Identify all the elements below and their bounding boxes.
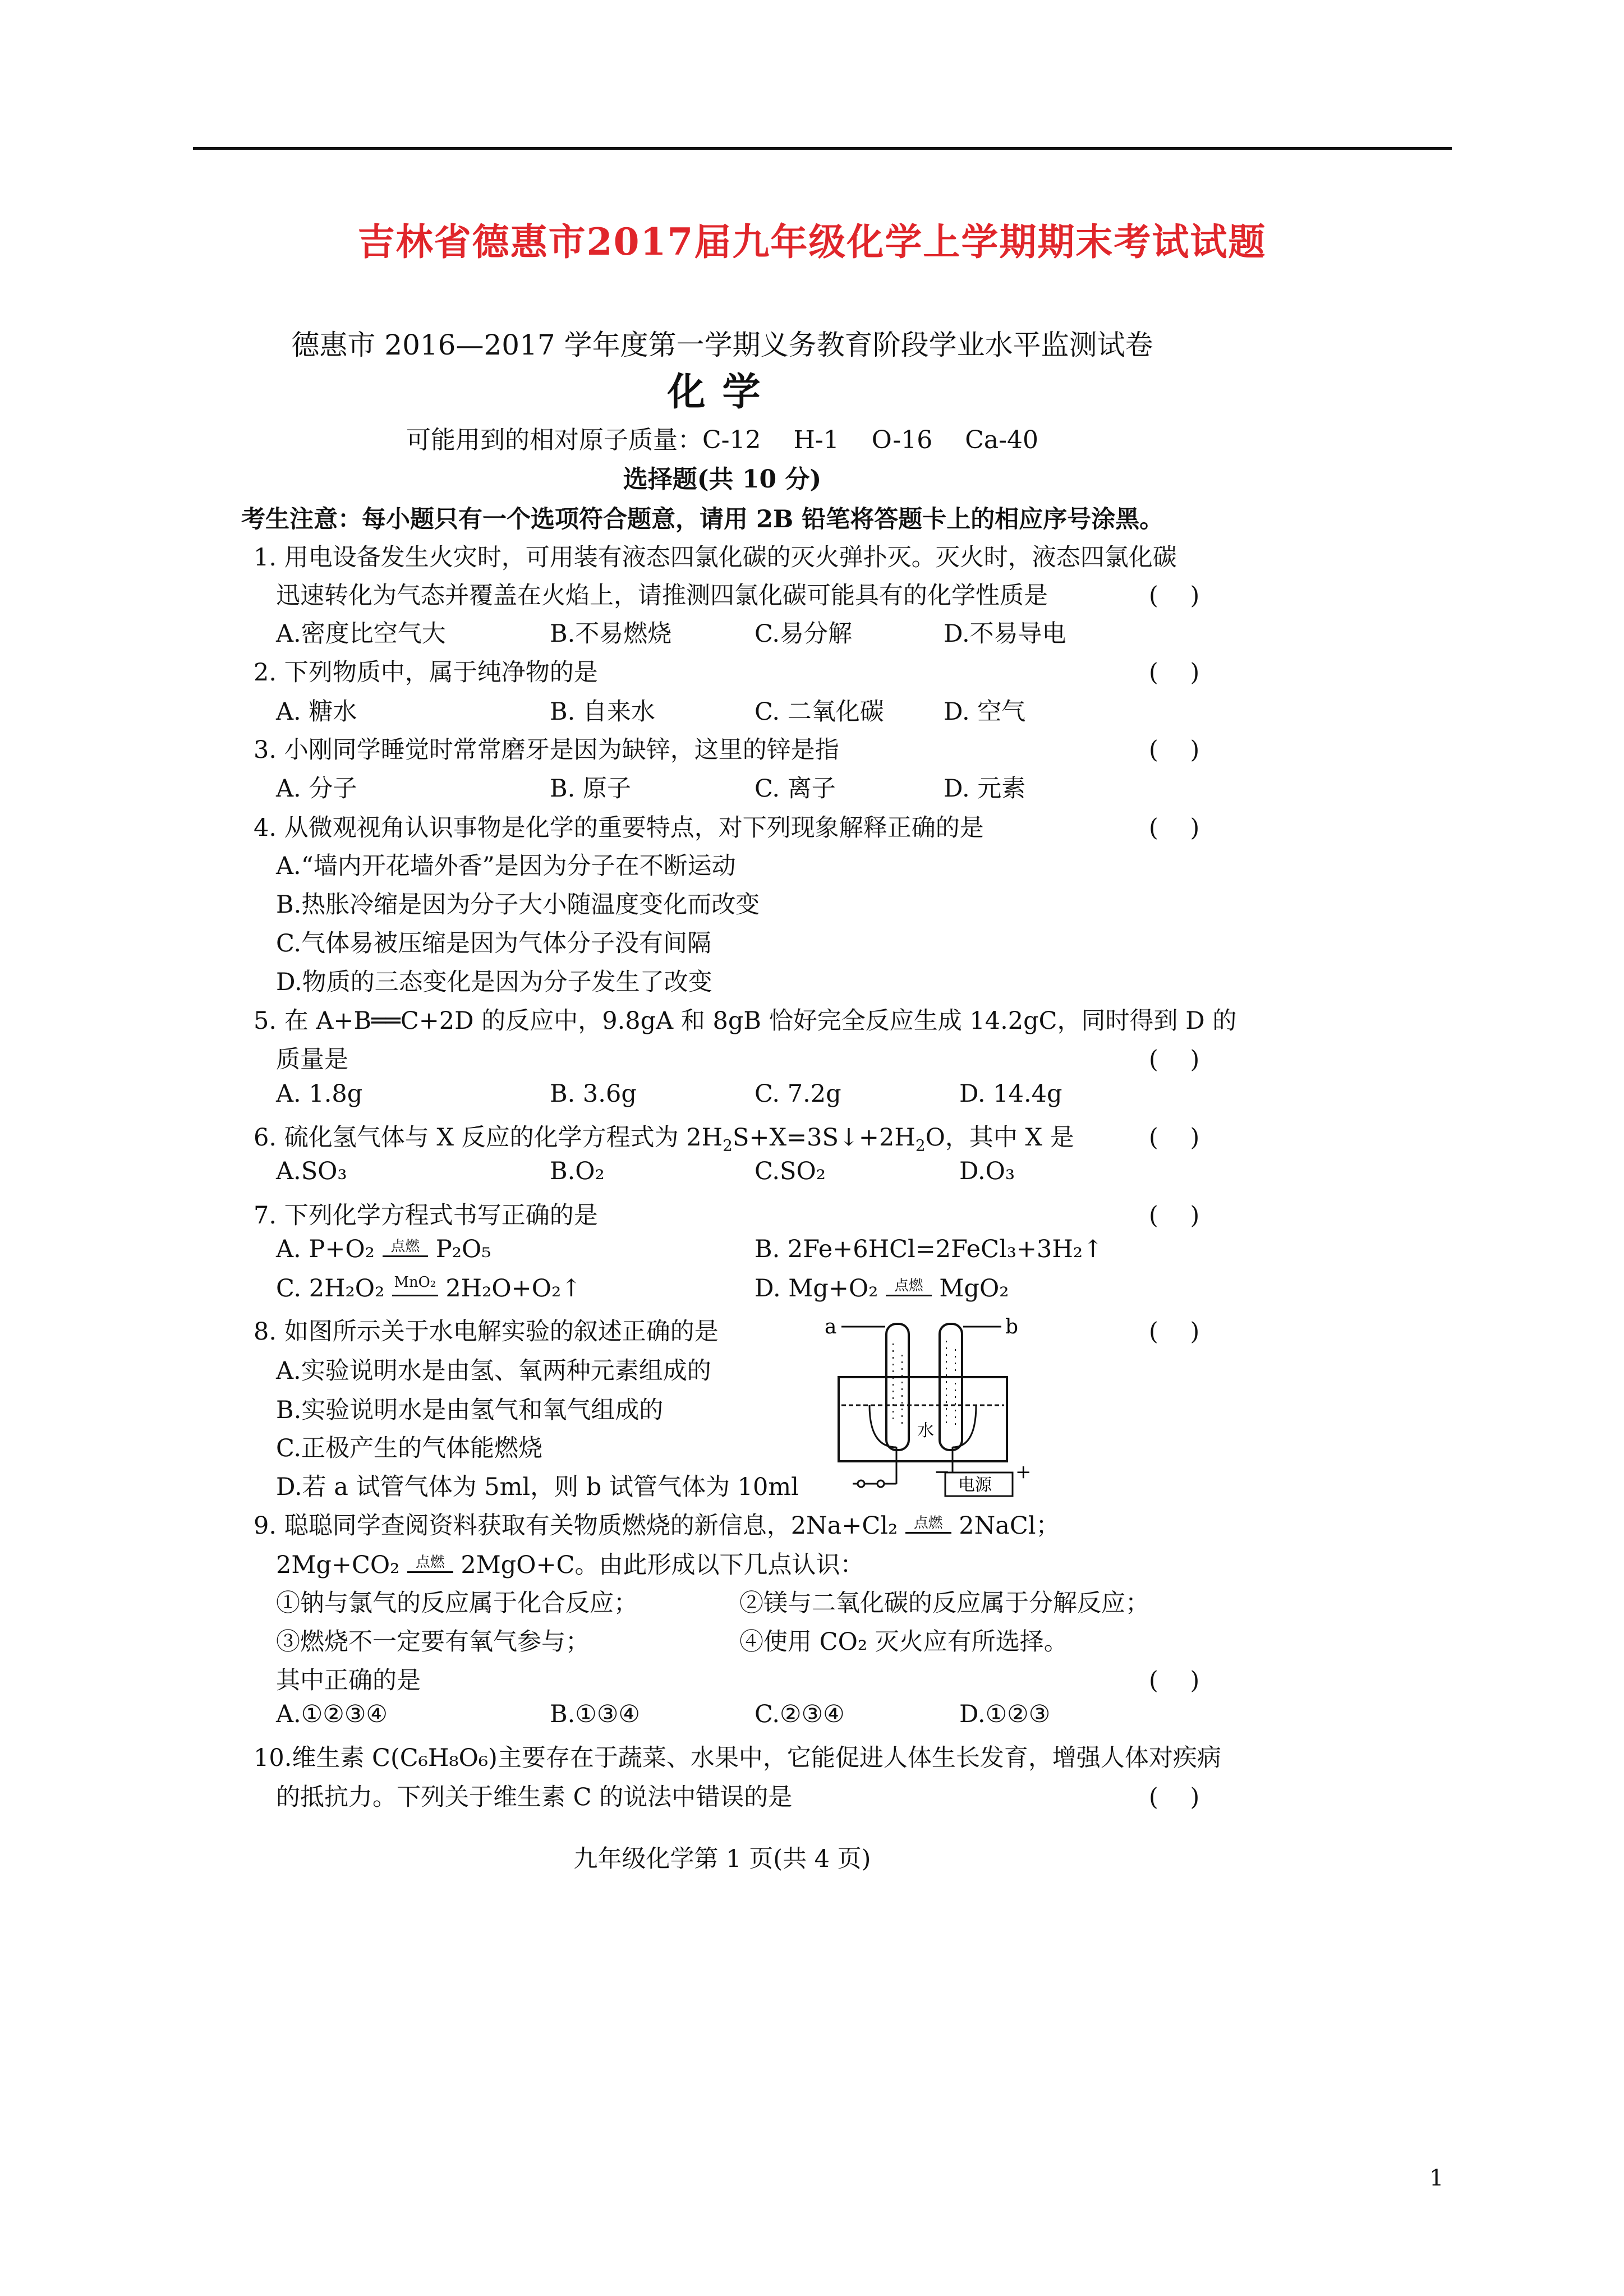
water-bath <box>839 1377 1007 1461</box>
q8-option-d: D.若 a 试管气体为 5ml，则 b 试管气体为 10ml <box>276 1473 799 1501</box>
q7-stem: 7. 下列化学方程式书写正确的是 <box>254 1202 598 1230</box>
q9-ask: 其中正确的是 <box>276 1667 421 1695</box>
q4-answer-bracket: ( ) <box>1149 814 1200 842</box>
q8-stem: 8. 如图所示关于水电解实验的叙述正确的是 <box>254 1318 719 1346</box>
q2-option-d: D. 空气 <box>944 698 1026 726</box>
q1-option-d: D.不易导电 <box>944 620 1066 648</box>
q9-stem-line2: 2Mg+CO₂ 点燃 2MgO+C。由此形成以下几点认识： <box>276 1551 864 1579</box>
q3-option-a: A. 分子 <box>276 775 357 803</box>
q6-option-b: B.O₂ <box>550 1157 605 1185</box>
page-footer: 九年级化学第 1 页(共 4 页) <box>573 1845 871 1873</box>
q2-option-c: C. 二氧化碳 <box>755 698 884 726</box>
q7-answer-bracket: ( ) <box>1149 1202 1200 1230</box>
q1-stem-line2: 迅速转化为气态并覆盖在火焰上，请推测四氯化碳可能具有的化学性质是 <box>276 582 1048 610</box>
label-b: b <box>1005 1315 1019 1338</box>
q6-option-c: C.SO₂ <box>755 1157 826 1185</box>
q8-option-b: B.实验说明水是由氢气和氧气组成的 <box>276 1396 664 1424</box>
condition-catalyst: MnO₂ <box>392 1281 438 1296</box>
q5-stem-line1: 5. 在 A+B══C+2D 的反应中，9.8gA 和 8gB 恰好完全反应生成 14.2gC，同时得到 D 的 <box>254 1007 1237 1035</box>
q9-statement-3: ③燃烧不一定要有氧气参与； <box>276 1628 590 1656</box>
q1-option-b: B.不易燃烧 <box>550 620 672 648</box>
condition-ignite: 点燃 <box>383 1242 429 1257</box>
top-rule <box>193 147 1452 150</box>
q10-stem-line2: 的抵抗力。下列关于维生素 C 的说法中错误的是 <box>276 1783 793 1811</box>
q4-stem: 4. 从微观视角认识事物是化学的重要特点，对下列现象解释正确的是 <box>254 814 984 842</box>
q10-stem-line1: 10.维生素 C(C₆H₈O₆)主要存在于蔬菜、水果中，它能促进人体生长发育，增强人体对疾病 <box>254 1744 1221 1772</box>
q6-answer-bracket: ( ) <box>1149 1124 1200 1152</box>
q8-option-a: A.实验说明水是由氢、氧两种元素组成的 <box>276 1357 711 1385</box>
q4-option-a: A.“墙内开花墙外香”是因为分子在不断运动 <box>276 852 736 880</box>
q3-answer-bracket: ( ) <box>1149 736 1200 764</box>
main-title: 吉林省德惠市2017届九年级化学上学期期末考试试题 <box>357 220 1267 264</box>
q10-answer-bracket: ( ) <box>1149 1783 1200 1811</box>
q4-option-b: B.热胀冷缩是因为分子大小随温度变化而改变 <box>276 891 760 919</box>
q4-option-c: C.气体易被压缩是因为气体分子没有间隔 <box>276 930 712 958</box>
subject-title: 化学 <box>667 370 778 415</box>
q9-statement-4: ④使用 CO₂ 灭火应有所选择。 <box>739 1628 1068 1656</box>
q2-option-b: B. 自来水 <box>550 698 655 726</box>
q9-option-d: D.①②③ <box>959 1700 1051 1728</box>
q1-stem-line1: 1. 用电设备发生火灾时，可用装有液态四氯化碳的灭火弹扑灭。灭火时，液态四氯化碳 <box>254 544 1177 572</box>
q2-answer-bracket: ( ) <box>1149 659 1200 687</box>
section-title: 选择题(共 10 分) <box>623 465 822 494</box>
q1-answer-bracket: ( ) <box>1149 582 1200 610</box>
q3-option-d: D. 元素 <box>944 775 1026 803</box>
q5-option-b: B. 3.6g <box>550 1080 637 1108</box>
q2-option-a: A. 糖水 <box>276 698 357 726</box>
q3-stem: 3. 小刚同学睡觉时常常磨牙是因为缺锌，这里的锌是指 <box>254 736 839 764</box>
condition-ignite: 点燃 <box>407 1558 453 1573</box>
q5-option-c: C. 7.2g <box>755 1080 841 1108</box>
q8-answer-bracket: ( ) <box>1149 1318 1200 1346</box>
test-tube-a <box>886 1324 909 1450</box>
q3-option-c: C. 离子 <box>755 775 836 803</box>
q9-statement-1: ①钠与氯气的反应属于化合反应； <box>276 1589 638 1617</box>
switch-icon <box>858 1480 864 1487</box>
q7-option-c: C. 2H₂O₂ MnO₂ 2H₂O+O₂↑ <box>276 1274 582 1303</box>
q9-option-c: C.②③④ <box>755 1700 845 1728</box>
label-plus: + <box>1015 1461 1032 1483</box>
q5-stem-line2: 质量是 <box>276 1046 348 1074</box>
q5-answer-bracket: ( ) <box>1149 1046 1200 1074</box>
page-number: 1 <box>1429 2165 1444 2191</box>
q9-stem-line1: 9. 聪聪同学查阅资料获取有关物质燃烧的新信息，2Na+Cl₂ 点燃 2NaCl； <box>254 1512 1060 1540</box>
q7-option-b: B. 2Fe+6HCl=2FeCl₃+3H₂↑ <box>755 1235 1103 1263</box>
candidate-notice: 考生注意：每小题只有一个选项符合题意，请用 2B 铅笔将答题卡上的相应序号涂黑。 <box>241 505 1164 533</box>
condition-ignite: 点燃 <box>886 1281 932 1296</box>
q9-statement-2: ②镁与二氧化碳的反应属于分解反应； <box>739 1589 1149 1617</box>
q2-stem: 2. 下列物质中，属于纯净物的是 <box>254 659 598 687</box>
q7-option-d: D. Mg+O₂ 点燃 MgO₂ <box>755 1274 1009 1303</box>
q4-option-d: D.物质的三态变化是因为分子发生了改变 <box>276 968 712 996</box>
label-minus: − <box>934 1461 950 1483</box>
q6-option-a: A.SO₃ <box>276 1157 347 1185</box>
test-tube-b <box>940 1324 962 1450</box>
q1-option-a: A.密度比空气大 <box>276 620 446 648</box>
electrolysis-diagram <box>808 1310 1043 1501</box>
q9-option-a: A.①②③④ <box>276 1700 388 1728</box>
q3-option-b: B. 原子 <box>550 775 631 803</box>
label-a: a <box>825 1315 837 1338</box>
label-water: 水 <box>917 1421 934 1441</box>
q5-option-a: A. 1.8g <box>276 1080 363 1108</box>
q5-option-d: D. 14.4g <box>959 1080 1062 1108</box>
exam-title: 德惠市 2016—2017 学年度第一学期义务教育阶段学业水平监测试卷 <box>291 329 1153 361</box>
q8-option-c: C.正极产生的气体能燃烧 <box>276 1434 543 1462</box>
condition-ignite: 点燃 <box>905 1519 951 1534</box>
label-power: 电源 <box>958 1475 992 1495</box>
q6-option-d: D.O₃ <box>959 1157 1015 1185</box>
q6-stem: 6. 硫化氢气体与 X 反应的化学方程式为 $2H_2S+X=3S↓+2H_2O$，其中 X 是 <box>254 1124 1074 1155</box>
q7-option-a: A. P+O₂ 点燃 P₂O₅ <box>276 1235 491 1263</box>
atomic-mass-info: 可能用到的相对原子质量：C-12 H-1 O-16 Ca-40 <box>406 426 1038 454</box>
q1-option-c: C.易分解 <box>755 620 853 648</box>
q9-answer-bracket: ( ) <box>1149 1667 1200 1695</box>
q9-option-b: B.①③④ <box>550 1700 640 1728</box>
